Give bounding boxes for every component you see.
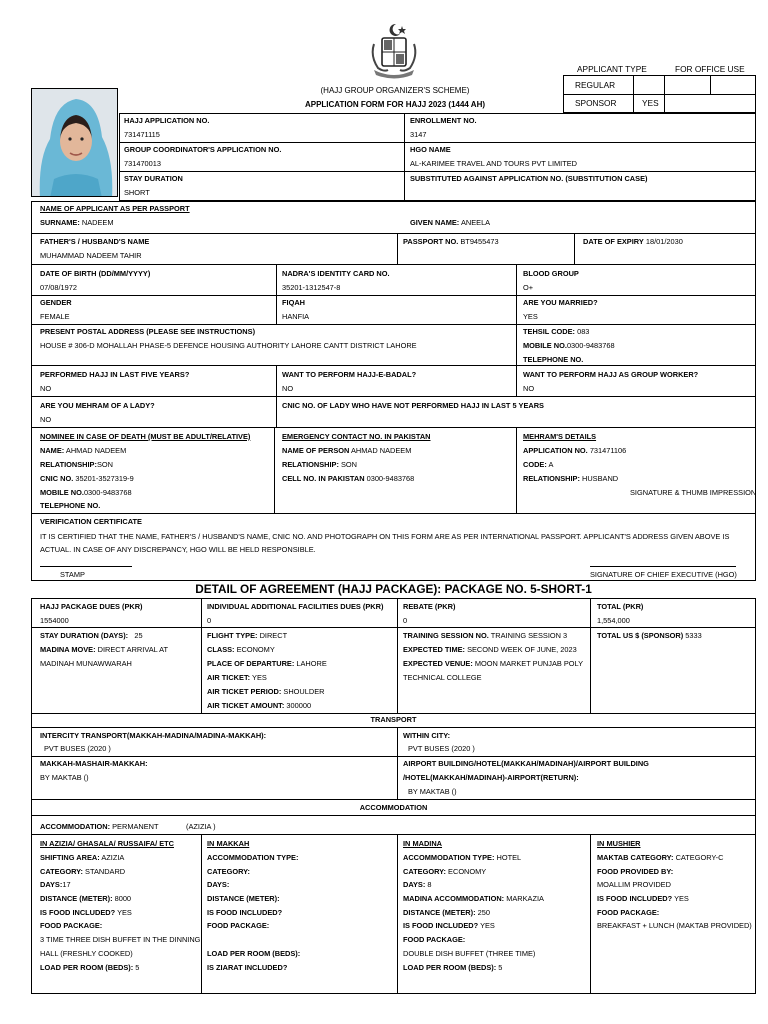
stay-days-row bbox=[40, 631, 143, 640]
mushier-package-value: BREAKFAST + LUNCH (MAKTAB PROVIDED) bbox=[597, 921, 752, 930]
blood-group-label: BLOOD GROUP bbox=[523, 269, 579, 278]
flight-type-value: DIRECT bbox=[259, 631, 288, 640]
mushier-food-row bbox=[597, 894, 689, 903]
airport-value: BY MAKTAB () bbox=[408, 787, 457, 796]
enrollment-value: 3147 bbox=[410, 130, 427, 139]
madina-move-value-2: MADINAH MUNAWWARAH bbox=[40, 659, 132, 668]
facilities-dues-value: 0 bbox=[207, 616, 212, 625]
azizia-category-row bbox=[40, 867, 125, 876]
emergency-heading: EMERGENCY CONTACT NO. IN PAKISTAN bbox=[282, 432, 431, 441]
hajj-badal-label: WANT TO PERFORM HAJJ-E-BADAL? bbox=[282, 370, 417, 379]
madina-type-value: HOTEL bbox=[496, 853, 522, 862]
nominee-name-label: NAME: bbox=[40, 446, 65, 455]
passport-value: BT9455473 bbox=[460, 237, 499, 246]
azizia-heading: IN AZIZIA/ GHASALA/ RUSSAIFA/ ETC bbox=[40, 839, 174, 848]
mehram-signature-label: SIGNATURE & THUMB IMPRESSION bbox=[630, 488, 757, 497]
azizia-shifting-label: SHIFTING AREA: bbox=[40, 853, 100, 862]
intercity-label: INTERCITY TRANSPORT(MAKKAH-MADINA/MADINA-MAKKAH): bbox=[40, 731, 267, 740]
father-name-value: MUHAMMAD NADEEM TAHIR bbox=[40, 251, 142, 260]
madina-food-value: YES bbox=[480, 921, 495, 930]
departure-label: PLACE OF DEPARTURE: bbox=[207, 659, 295, 668]
madina-category-value: ECONOMY bbox=[448, 867, 487, 876]
accommodation-value: PERMANENT bbox=[112, 822, 159, 831]
sponsor-label: SPONSOR bbox=[575, 98, 617, 108]
makkah-food-label: IS FOOD INCLUDED? bbox=[207, 908, 283, 917]
madina-type-row bbox=[403, 853, 521, 862]
madina-load-value: 5 bbox=[498, 963, 503, 972]
hgo-name-value: AL-KARIMEE TRAVEL AND TOURS PVT LIMITED bbox=[410, 159, 578, 168]
married-value: YES bbox=[523, 312, 538, 321]
azizia-shifting-row bbox=[40, 853, 124, 862]
gender-label: GENDER bbox=[40, 298, 72, 307]
surname-row bbox=[40, 218, 114, 227]
mushier-provided-value: MOALLIM PROVIDED bbox=[597, 880, 671, 889]
mehram-relationship-value: HUSBAND bbox=[582, 474, 619, 483]
madina-food-row bbox=[403, 921, 495, 930]
dob-label: DATE OF BIRTH (DD/MM/YYYY) bbox=[40, 269, 151, 278]
stay-days-value: 25 bbox=[134, 631, 143, 640]
expiry-value: 18/01/2030 bbox=[645, 237, 683, 246]
madina-type-label: ACCOMMODATION TYPE: bbox=[403, 853, 495, 862]
azizia-load-value: 5 bbox=[135, 963, 140, 972]
azizia-package-value-2: HALL (FRESHLY COOKED) bbox=[40, 949, 133, 958]
top-info-table bbox=[119, 113, 756, 201]
applicant-photo bbox=[31, 88, 118, 197]
azizia-category-label: CATEGORY: bbox=[40, 867, 83, 876]
sponsor-value: YES bbox=[642, 98, 659, 108]
emergency-name-value: AHMAD NADEEM bbox=[351, 446, 412, 455]
given-name-label: GIVEN NAME: bbox=[410, 218, 460, 227]
agreement-title: DETAIL OF AGREEMENT (HAJJ PACKAGE): PACKAGE NO. 5-SHORT-1 bbox=[195, 582, 592, 596]
surname-value: NADEEM bbox=[81, 218, 114, 227]
mehram-app-value: 731471106 bbox=[589, 446, 627, 455]
performed-hajj-label: PERFORMED HAJJ IN LAST FIVE YEARS? bbox=[40, 370, 190, 379]
makkah-heading: IN MAKKAH bbox=[207, 839, 250, 848]
stay-duration-value: SHORT bbox=[124, 188, 150, 197]
mushier-package-label: FOOD PACKAGE: bbox=[597, 908, 660, 917]
cnic-lady-label: CNIC NO. OF LADY WHO HAVE NOT PERFORMED HAJJ IN LAST 5 YEARS bbox=[282, 401, 544, 410]
nominee-cnic-value: 35201-3527319-9 bbox=[75, 474, 134, 483]
accommodation-heading: ACCOMMODATION bbox=[359, 803, 428, 812]
nominee-cnic-label: CNIC NO. bbox=[40, 474, 74, 483]
madina-distance-label: DISTANCE (METER): bbox=[403, 908, 476, 917]
emergency-relationship-row bbox=[282, 460, 357, 469]
azizia-load-row bbox=[40, 963, 139, 972]
total-value: 1,554,000 bbox=[597, 616, 630, 625]
hajj-badal-value: NO bbox=[282, 384, 294, 393]
madina-load-row bbox=[403, 963, 502, 972]
class-row bbox=[207, 645, 275, 654]
mushier-maktab-row bbox=[597, 853, 723, 862]
mehram-relationship-label: RELATIONSHIP: bbox=[523, 474, 580, 483]
ticket-period-value: SHOULDER bbox=[283, 687, 325, 696]
azizia-package-label: FOOD PACKAGE: bbox=[40, 921, 103, 930]
expected-time-label: EXPECTED TIME: bbox=[403, 645, 466, 654]
nominee-relationship-value: SON bbox=[96, 460, 113, 469]
passport-label: PASSPORT NO. bbox=[403, 237, 459, 246]
flight-type-label: FLIGHT TYPE: bbox=[207, 631, 258, 640]
father-name-label: FATHER'S / HUSBAND'S NAME bbox=[40, 237, 150, 246]
name-heading: NAME OF APPLICANT AS PER PASSPORT bbox=[40, 204, 190, 213]
class-label: CLASS: bbox=[207, 645, 235, 654]
makkah-package-label: FOOD PACKAGE: bbox=[207, 921, 270, 930]
mushier-maktab-label: MAKTAB CATEGORY: bbox=[597, 853, 674, 862]
madina-accom-value: MARKAZIA bbox=[506, 894, 544, 903]
makkah-days-label: DAYS: bbox=[207, 880, 230, 889]
performed-hajj-value: NO bbox=[40, 384, 52, 393]
given-name-value: ANEELA bbox=[460, 218, 491, 227]
ticket-period-row bbox=[207, 687, 324, 696]
mushier-food-label: IS FOOD INCLUDED? bbox=[597, 894, 673, 903]
azizia-category-value: STANDARD bbox=[85, 867, 126, 876]
madina-distance-row bbox=[403, 908, 490, 917]
blood-group-value: O+ bbox=[523, 283, 534, 292]
emergency-cell-value: 0300-9483768 bbox=[366, 474, 415, 483]
venue-value: MOON MARKET PUNJAB POLY bbox=[474, 659, 584, 668]
makkah-load-label: LOAD PER ROOM (BEDS): bbox=[207, 949, 301, 958]
within-city-value: PVT BUSES (2020 ) bbox=[408, 744, 475, 753]
dob-value: 07/08/1972 bbox=[40, 283, 77, 292]
mushier-provided-label: FOOD PROVIDED BY: bbox=[597, 867, 674, 876]
nominee-mobile-row bbox=[40, 488, 132, 497]
emergency-name-row bbox=[282, 446, 411, 455]
verification-heading: VERIFICATION CERTIFICATE bbox=[40, 517, 142, 526]
nominee-name-row bbox=[40, 446, 126, 455]
transport-heading: TRANSPORT bbox=[370, 715, 417, 724]
within-city-label: WITHIN CITY: bbox=[403, 731, 451, 740]
emergency-cell-row bbox=[282, 474, 414, 483]
azizia-distance-value: 8000 bbox=[114, 894, 132, 903]
telephone-label: TELEPHONE NO. bbox=[523, 355, 584, 364]
madina-move-row bbox=[40, 645, 168, 654]
madina-days-label: DAYS: bbox=[403, 880, 426, 889]
madina-days-row bbox=[403, 880, 432, 889]
makkah-category-label: CATEGORY: bbox=[207, 867, 250, 876]
tehsil-value: 083 bbox=[577, 327, 590, 336]
madina-move-value: DIRECT ARRIVAL AT bbox=[97, 645, 169, 654]
emergency-name-label: NAME OF PERSON bbox=[282, 446, 350, 455]
stay-duration-label: STAY DURATION bbox=[124, 174, 183, 183]
nominee-mobile-label: MOBILE NO. bbox=[40, 488, 84, 497]
rebate-value: 0 bbox=[403, 616, 408, 625]
expiry-row bbox=[583, 237, 683, 246]
married-label: ARE YOU MARRIED? bbox=[523, 298, 598, 307]
mobile-value: 0300-9483768 bbox=[566, 341, 615, 350]
air-ticket-value: YES bbox=[252, 673, 267, 682]
azizia-food-label: IS FOOD INCLUDED? bbox=[40, 908, 116, 917]
emergency-relationship-value: SON bbox=[341, 460, 358, 469]
mehram-question-label: ARE YOU MEHRAM OF A LADY? bbox=[40, 401, 155, 410]
ticket-amount-row bbox=[207, 701, 311, 710]
stamp-label: STAMP bbox=[60, 570, 85, 579]
hajj-application-label: HAJJ APPLICATION NO. bbox=[124, 116, 210, 125]
madina-accom-row bbox=[403, 894, 544, 903]
training-value: TRAINING SESSION 3 bbox=[490, 631, 568, 640]
mashair-value: BY MAKTAB () bbox=[40, 773, 89, 782]
madina-package-label: FOOD PACKAGE: bbox=[403, 935, 466, 944]
tehsil-label: TEHSIL CODE: bbox=[523, 327, 576, 336]
group-worker-label: WANT TO PERFORM HAJJ AS GROUP WORKER? bbox=[523, 370, 699, 379]
nominee-mobile-value: 0300-9483768 bbox=[83, 488, 132, 497]
applicant-type-label: APPLICANT TYPE bbox=[577, 64, 647, 74]
azizia-food-row bbox=[40, 908, 132, 917]
group-coordinator-label: GROUP COORDINATOR'S APPLICATION NO. bbox=[124, 145, 282, 154]
ticket-amount-label: AIR TICKET AMOUNT: bbox=[207, 701, 285, 710]
total-usd-row bbox=[597, 631, 702, 640]
expected-time-value: SECOND WEEK OF JUNE, 2023 bbox=[467, 645, 577, 654]
mobile-row bbox=[523, 341, 615, 350]
total-usd-label: TOTAL US $ (SPONSOR) bbox=[597, 631, 684, 640]
nominee-relationship-label: RELATIONSHIP: bbox=[40, 460, 97, 469]
office-use-label: FOR OFFICE USE bbox=[675, 64, 745, 74]
stay-days-label: STAY DURATION (DAYS): bbox=[40, 631, 129, 640]
ticket-period-label: AIR TICKET PERIOD: bbox=[207, 687, 282, 696]
makkah-ziarat-label: IS ZIARAT INCLUDED? bbox=[207, 963, 288, 972]
madina-days-value: 8 bbox=[427, 880, 432, 889]
departure-row bbox=[207, 659, 327, 668]
azizia-days-label: DAYS: bbox=[40, 880, 63, 889]
expected-time-row bbox=[403, 645, 577, 654]
address-label: PRESENT POSTAL ADDRESS (PLEASE SEE INSTRUCTIONS) bbox=[40, 327, 256, 336]
azizia-package-value: 3 TIME THREE DISH BUFFET IN THE DINNING bbox=[40, 935, 201, 944]
expiry-label: DATE OF EXPIRY bbox=[583, 237, 644, 246]
hajj-application-value: 731471115 bbox=[124, 130, 160, 139]
azizia-distance-label: DISTANCE (METER): bbox=[40, 894, 113, 903]
flight-type-row bbox=[207, 631, 287, 640]
madina-food-label: IS FOOD INCLUDED? bbox=[403, 921, 479, 930]
mehram-relationship-row bbox=[523, 474, 618, 483]
nominee-relationship-row bbox=[40, 460, 113, 469]
intercity-value: PVT BUSES (2020 ) bbox=[44, 744, 111, 753]
azizia-distance-row bbox=[40, 894, 131, 903]
madina-load-label: LOAD PER ROOM (BEDS): bbox=[403, 963, 497, 972]
venue-label: EXPECTED VENUE: bbox=[403, 659, 473, 668]
training-row bbox=[403, 631, 567, 640]
nominee-name-value: AHMAD NADEEM bbox=[65, 446, 127, 455]
total-label: TOTAL (PKR) bbox=[597, 602, 644, 611]
accommodation-label: ACCOMMODATION: bbox=[40, 822, 111, 831]
makkah-type-label: ACCOMMODATION TYPE: bbox=[207, 853, 299, 862]
state-emblem bbox=[366, 22, 422, 80]
mobile-label: MOBILE NO. bbox=[523, 341, 567, 350]
form-title: APPLICATION FORM FOR HAJJ 2023 (1444 AH) bbox=[304, 100, 486, 109]
azizia-food-value: YES bbox=[117, 908, 132, 917]
training-label: TRAINING SESSION NO. bbox=[403, 631, 489, 640]
venue-row bbox=[403, 659, 583, 668]
given-name-row bbox=[410, 218, 490, 227]
azizia-shifting-value: AZIZIA bbox=[101, 853, 125, 862]
accommodation-row bbox=[40, 822, 159, 831]
venue-value-2: TECHNICAL COLLEGE bbox=[403, 673, 482, 682]
madina-category-label: CATEGORY: bbox=[403, 867, 446, 876]
verification-text: IT IS CERTIFIED THAT THE NAME, FATHER'S / HUSBAND'S NAME, CNIC NO. AND PHOTOGRAPH ON THIS FORM ARE AS PER INTERNATIONAL PASSPORT. APPLICANT'S ADDRESS GIVEN ABOVE IS ACTUAL. IN CASE OF ANY DISCREPANCY, HGO WILL BE HELD RESPONSIBLE. bbox=[40, 532, 730, 554]
mehram-heading: MEHRAM'S DETAILS bbox=[523, 432, 597, 441]
madina-distance-value: 250 bbox=[477, 908, 490, 917]
fiqah-value: HANFIA bbox=[282, 312, 310, 321]
airport-label: AIRPORT BUILDING/HOTEL(MAKKAH/MADINAH)/AIRPORT BUILDING bbox=[403, 759, 649, 768]
mushier-food-value: YES bbox=[674, 894, 689, 903]
fiqah-label: FIQAH bbox=[282, 298, 305, 307]
air-ticket-row bbox=[207, 673, 267, 682]
airport-label-2: /HOTEL(MAKKAH/MADINAH)-AIRPORT(RETURN): bbox=[403, 773, 579, 782]
makkah-distance-label: DISTANCE (METER): bbox=[207, 894, 280, 903]
mehram-app-label: APPLICATION NO. bbox=[523, 446, 588, 455]
total-usd-value: 5333 bbox=[685, 631, 702, 640]
azizia-days-row bbox=[40, 880, 71, 889]
chief-executive-signature-label: SIGNATURE OF CHIEF EXECUTIVE (HGO) bbox=[590, 570, 737, 579]
nominee-heading: NOMINEE IN CASE OF DEATH (MUST BE ADULT/RELATIVE) bbox=[40, 432, 251, 441]
mehram-question-value: NO bbox=[40, 415, 52, 424]
tehsil-row bbox=[523, 327, 589, 336]
address-value: HOUSE # 306-D MOHALLAH PHASE-5 DEFENCE HOUSING AUTHORITY LAHORE CANTT DISTRICT LAHORE bbox=[40, 341, 417, 350]
hgo-name-label: HGO NAME bbox=[410, 145, 451, 154]
departure-value: LAHORE bbox=[296, 659, 327, 668]
rebate-label: REBATE (PKR) bbox=[403, 602, 456, 611]
mushier-maktab-value: CATEGORY-C bbox=[675, 853, 724, 862]
nominee-cnic-row bbox=[40, 474, 134, 483]
madina-package-value: DOUBLE DISH BUFFET (THREE TIME) bbox=[403, 949, 536, 958]
package-dues-label: HAJJ PACKAGE DUES (PKR) bbox=[40, 602, 143, 611]
mehram-code-row bbox=[523, 460, 553, 469]
accommodation-extra: (AZIZIA ) bbox=[186, 822, 216, 831]
azizia-load-label: LOAD PER ROOM (BEDS): bbox=[40, 963, 134, 972]
azizia-days-value: 17 bbox=[62, 880, 71, 889]
mehram-app-row bbox=[523, 446, 626, 455]
cnic-label: NADRA'S IDENTITY CARD NO. bbox=[282, 269, 390, 278]
emergency-relationship-label: RELATIONSHIP: bbox=[282, 460, 339, 469]
cnic-value: 35201-1312547-8 bbox=[282, 283, 341, 292]
emergency-cell-label: CELL NO. IN PAKISTAN bbox=[282, 474, 365, 483]
madina-move-label: MADINA MOVE: bbox=[40, 645, 96, 654]
madina-accom-label: MADINA ACCOMMODATION: bbox=[403, 894, 505, 903]
madina-category-row bbox=[403, 867, 486, 876]
mashair-label: MAKKAH-MASHAIR-MAKKAH: bbox=[40, 759, 148, 768]
gender-value: FEMALE bbox=[40, 312, 70, 321]
substitution-label: SUBSTITUTED AGAINST APPLICATION NO. (SUBSTITUTION CASE) bbox=[410, 174, 648, 183]
madina-heading: IN MADINA bbox=[403, 839, 443, 848]
ticket-amount-value: 300000 bbox=[286, 701, 312, 710]
package-dues-value: 1554000 bbox=[40, 616, 69, 625]
group-coordinator-value: 731470013 bbox=[124, 159, 161, 168]
class-value: ECONOMY bbox=[236, 645, 275, 654]
passport-row bbox=[403, 237, 499, 246]
regular-label: REGULAR bbox=[575, 80, 616, 90]
enrollment-label: ENROLLMENT NO. bbox=[410, 116, 477, 125]
mehram-code-value: A bbox=[548, 460, 554, 469]
nominee-telephone-label: TELEPHONE NO. bbox=[40, 501, 101, 510]
surname-label: SURNAME: bbox=[40, 218, 80, 227]
air-ticket-label: AIR TICKET: bbox=[207, 673, 251, 682]
scheme-title: (HAJJ GROUP ORGANIZER'S SCHEME) bbox=[320, 86, 470, 95]
mehram-code-label: CODE: bbox=[523, 460, 547, 469]
group-worker-value: NO bbox=[523, 384, 535, 393]
mushier-heading: IN MUSHIER bbox=[597, 839, 641, 848]
facilities-dues-label: INDIVIDUAL ADDITIONAL FACILITIES DUES (PKR) bbox=[207, 602, 384, 611]
